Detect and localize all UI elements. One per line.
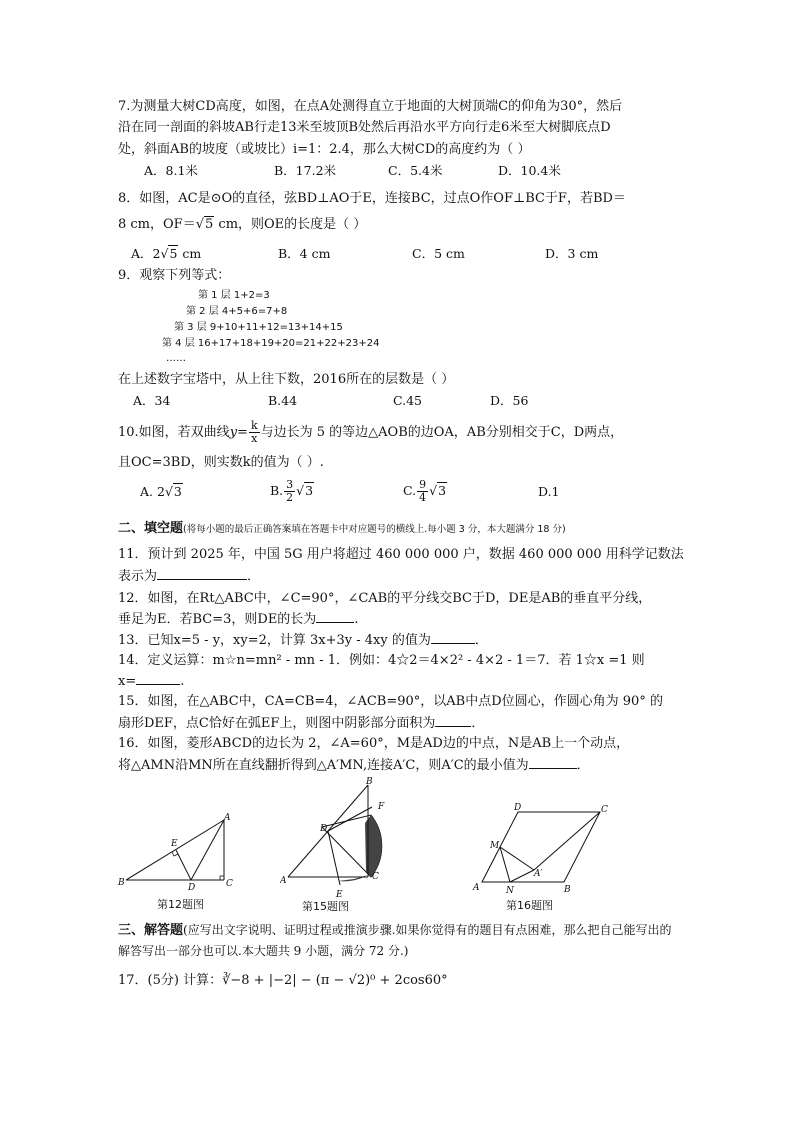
figure-12-diagram bbox=[116, 808, 244, 894]
q9-row-1: 第 1 层 1+2=3 bbox=[198, 290, 270, 301]
fig16-label-a: A bbox=[473, 883, 480, 893]
q10-option-c: C. $\frac{9}{4}$ √3 bbox=[403, 478, 447, 504]
fig15-label-f: F bbox=[378, 802, 385, 812]
q10-fraction: $\frac{k}{x}$ bbox=[250, 419, 258, 445]
section3-line2: 解答写出一部分也可以.本大题共 9 小题，满分 72 分.) bbox=[118, 944, 409, 958]
section2-header bbox=[118, 520, 566, 538]
q9-option-d: D．56 bbox=[490, 393, 529, 408]
q14-line2: x= . bbox=[118, 674, 185, 689]
fig16-label-n: N bbox=[506, 886, 514, 896]
fig12-label-c: C bbox=[226, 879, 233, 889]
q17-line: 17．(5分) 计算：∛−8 + |−2| − (π − √2)⁰ + 2cos60° bbox=[118, 973, 448, 988]
q10-line1: 10.如图，若双曲线y= $\frac{k}{x}$ 与边长为 5 的等边△AOB的边OA，AB分别相交于C，D两点， bbox=[118, 419, 624, 445]
q12-line1: 12．如图，在Rt△ABC中，∠C=90°，∠CAB的平分线交BC于D，DE是AB的垂直平分线， bbox=[118, 591, 652, 606]
q14-line1: 14．定义运算：m☆n=mn² - mn - 1．例如：4☆2＝4×2² - 4×2 - 1＝7．若 1☆x =1 则 bbox=[118, 653, 645, 668]
figure-16-caption: 第16题图 bbox=[506, 899, 553, 912]
q7-option-a: A．8.1米 bbox=[144, 163, 198, 178]
q9-row-3: 第 3 层 9+10+11+12=13+14+15 bbox=[174, 322, 343, 333]
q7-option-b: B．17.2米 bbox=[274, 163, 337, 178]
q8-line2: 8 cm，OF＝√5 cm，则OE的长度是（ ） bbox=[118, 217, 367, 232]
fig16-label-d: D bbox=[514, 803, 522, 813]
q9-option-c: C.45 bbox=[393, 393, 422, 408]
fig12-label-d: D bbox=[188, 883, 196, 893]
section3-line1: 三、解答题(应写出文字说明、证明过程或推演步骤.如果你觉得有的题目有点困难，那么把自己能写出的 bbox=[118, 923, 672, 938]
q15-line2: 扇形DEF，点C恰好在弧EF上，则图中阴影部分面积为 ． bbox=[118, 716, 485, 731]
q9-row-4: 第 4 层 16+17+18+19+20=21+22+23+24 bbox=[162, 338, 380, 349]
q16-line1: 16．如图，菱形ABCD的边长为 2，∠A=60°，M是AD边的中点，N是AB上一个动点， bbox=[118, 736, 630, 751]
fig15-label-d: D bbox=[320, 824, 328, 834]
fig16-label-c: C bbox=[601, 805, 608, 815]
fig15-label-b: B bbox=[366, 777, 373, 787]
q8-option-d: D．3 cm bbox=[545, 246, 599, 261]
q15-answer-blank[interactable] bbox=[435, 714, 471, 727]
q10-option-b: B. $\frac{3}{2}$ √3 bbox=[270, 478, 314, 504]
q15-line1: 15．如图，在△ABC中，CA=CB=4，∠ACB=90°，以AB中点D位圆心，作圆心角为 90° 的 bbox=[118, 694, 663, 709]
q7-line2: 沿在同一剖面的斜坡AB行走13米至坡顶B处然后再沿水平方向行走6米至大树脚底点D bbox=[118, 120, 611, 135]
q13-answer-blank[interactable] bbox=[431, 631, 475, 644]
q7-option-d: D．10.4米 bbox=[498, 163, 561, 178]
fig15-label-c: C bbox=[372, 872, 379, 882]
q10-line2: 且OC=3BD，则实数k的值为（ ）. bbox=[118, 455, 324, 470]
q8-option-c: C．5 cm bbox=[412, 246, 465, 261]
q9-option-b: B.44 bbox=[268, 393, 298, 408]
figure-12-caption: 第12题图 bbox=[157, 898, 204, 911]
section2-title: 二、填空题 bbox=[118, 521, 184, 536]
q7-option-c: C．5.4米 bbox=[388, 163, 443, 178]
fig12-label-b: B bbox=[118, 878, 125, 888]
q8-line1: 8．如图，AC是⊙O的直径，弦BD⊥AO于E，连接BC，过点O作OF⊥BC于F，若BD＝ bbox=[118, 191, 626, 206]
q12-answer-blank[interactable] bbox=[316, 610, 354, 623]
fig16-label-m: M bbox=[490, 841, 500, 851]
fig15-label-e: E bbox=[336, 890, 343, 900]
fig12-label-e: E bbox=[171, 839, 178, 849]
fig16-label-b: B bbox=[564, 885, 571, 895]
figure-16-diagram bbox=[470, 800, 620, 896]
figure-15-caption: 第15题图 bbox=[302, 900, 349, 913]
q10-option-a: A. 2√3 bbox=[140, 484, 182, 499]
q7-line3: 处，斜面AB的坡度（或坡比）i=1：2.4，那么大树CD的高度约为（ ） bbox=[118, 142, 531, 157]
q11-line1: 11．预计到 2025 年，中国 5G 用户将超过 460 000 000 户，数据 460 000 000 用科学记数法 bbox=[118, 547, 684, 562]
q9-question: 在上述数字宝塔中，从上往下数，2016所在的层数是（ ） bbox=[118, 372, 455, 387]
q11-answer-blank[interactable] bbox=[157, 567, 247, 580]
q7-line1: 7.为测量大树CD高度，如图，在点A处测得直立于地面的大树顶端C的仰角为30°，然后 bbox=[118, 99, 623, 114]
section3-title: 三、解答题 bbox=[118, 923, 184, 938]
q9-row-ellipsis: …… bbox=[166, 353, 186, 364]
q9-row-2: 第 2 层 4+5+6=7+8 bbox=[186, 306, 288, 317]
q16-line2: 将△AMN沿MN所在直线翻折得到△A′MN,连接A′C，则A′C的最小值为 ． bbox=[118, 758, 590, 773]
figure-15-diagram bbox=[280, 775, 400, 901]
fig15-label-a: A bbox=[280, 876, 287, 886]
q9-option-a: A．34 bbox=[133, 393, 171, 408]
q8-option-b: B．4 cm bbox=[278, 246, 331, 261]
q17-expression: ∛−8 + |−2| − (π − √2)⁰ + 2cos60° bbox=[222, 973, 448, 988]
q12-line2: 垂足为E．若BC=3，则DE的长为 . bbox=[118, 612, 359, 627]
fig16-label-a-prime: A′ bbox=[534, 869, 543, 879]
q14-answer-blank[interactable] bbox=[136, 672, 180, 685]
q13-line: 13．已知x=5 - y，xy=2，计算 3x+3y - 4xy 的值为 ． bbox=[118, 633, 488, 648]
q8-option-a: A．2√5 cm bbox=[131, 246, 202, 261]
fig12-label-a: A bbox=[224, 813, 231, 823]
q10-option-d: D.1 bbox=[538, 484, 560, 499]
q11-line2: 表示为 ． bbox=[118, 569, 261, 584]
q16-answer-blank[interactable] bbox=[529, 756, 577, 769]
section2-note: (将每小题的最后正确答案填在答题卡中对应题号的横线上.每小题 3 分，本大题满分 18 分) bbox=[183, 524, 566, 535]
q9-title: 9．观察下列等式： bbox=[118, 268, 231, 283]
